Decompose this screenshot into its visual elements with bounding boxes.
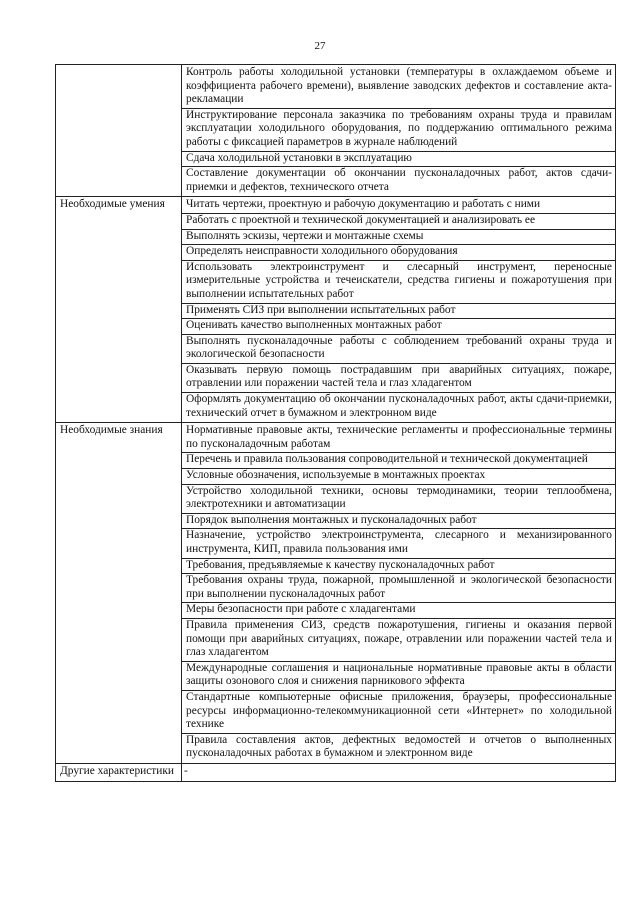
table-row (56, 197, 616, 423)
list-item: Читать чертежи, проектную и рабочую документацию и работать с ними (182, 198, 615, 214)
row-label: Другие характеристики (56, 763, 182, 781)
row-label: Необходимые умения (56, 197, 182, 423)
table-row (56, 763, 616, 781)
list-item: Определять неисправности холодильного оборудования (182, 245, 615, 261)
list-item: Использовать электроинструмент и слесарный инструмент, переносные измерительные устройства и течеискатели, средства гигиены и пожаротушения при выполнении испытательных работ (182, 261, 615, 304)
qualification-table (55, 64, 616, 782)
list-item: Работать с проектной и технической документацией и анализировать ее (182, 214, 615, 230)
list-item: Перечень и правила пользования сопроводительной и технической документацией (182, 453, 615, 469)
row-content (182, 65, 616, 197)
list-item: Стандартные компьютерные офисные приложения, браузеры, профессиональные ресурсы информационно-телекоммуникационной сети «Интернет» по холодильной технике (182, 691, 615, 734)
list-item: Правила составления актов, дефектных ведомостей и отчетов о выполненных пусконаладочных работах в бумажном и электронном виде (186, 733, 612, 760)
list-item: Порядок выполнения монтажных и пусконаладочных работ (182, 514, 615, 530)
table-body (56, 65, 616, 782)
table-row (56, 65, 616, 197)
list-item: Правила применения СИЗ, средств пожаротушения, гигиены и оказания первой помощи при аварийных ситуациях, пожаре, отравлении или поражении частей тела и глаз хладагентом (182, 619, 615, 662)
list-item: - (184, 764, 188, 777)
list-item: Выполнять эскизы, чертежи и монтажные схемы (182, 230, 615, 246)
list-item: Сдача холодильной установки в эксплуатацию (182, 152, 615, 168)
list-item: Условные обозначения, используемые в монтажных проектах (182, 469, 615, 485)
list-item: Оценивать качество выполненных монтажных работ (182, 319, 615, 335)
table-row (56, 423, 616, 764)
row-content (182, 763, 616, 781)
list-item: Меры безопасности при работе с хладагентами (182, 603, 615, 619)
list-item: Международные соглашения и национальные нормативные правовые акты в области защиты озонового слоя и снижения парникового эффекта (182, 662, 615, 691)
list-item: Оказывать первую помощь пострадавшим при аварийных ситуациях, пожаре, отравлении или поражении частей тела и глаз хладагентом (182, 364, 615, 393)
row-label: Необходимые знания (56, 423, 182, 764)
list-item: Назначение, устройство электроинструмента, слесарного и механизированного инструмента, КИП, правила пользования ими (182, 529, 615, 558)
list-item: Применять СИЗ при выполнении испытательных работ (182, 304, 615, 320)
list-item: Выполнять пусконаладочные работы с соблюдением требований охраны труда и экологической безопасности (182, 335, 615, 364)
list-item: Контроль работы холодильной установки (температуры в охлаждаемом объеме и коэффициента рабочего времени), выявление заводских дефектов и составление акта-рекламации (182, 66, 615, 109)
list-item: Требования охраны труда, пожарной, промышленной и экологической безопасности при выполнении пусконаладочных работ (182, 574, 615, 603)
row-content (182, 197, 616, 423)
list-item: Нормативные правовые акты, технические регламенты и профессиональные термины по пусконаладочным работам (182, 424, 615, 453)
list-item: Оформлять документацию об окончании пусконаладочных работ, акты сдачи-приемки, технический отчет в бумажном и электронном виде (186, 393, 612, 419)
list-item: Требования, предъявляемые к качеству пусконаладочных работ (182, 559, 615, 575)
row-content (182, 423, 616, 764)
list-item: Устройство холодильной техники, основы термодинамики, теории теплообмена, электротехники и автоматизации (182, 485, 615, 514)
list-item: Составление документации об окончании пусконаладочных работ, актов сдачи-приемки и дефектов, технического отчета (186, 167, 612, 193)
row-label (56, 65, 182, 197)
list-item: Инструктирование персонала заказчика по требованиям охраны труда и правилам эксплуатации холодильного оборудования, по поддержанию оптимального режима работы с фиксацией параметров в журнале наблюдений (182, 109, 615, 152)
page-number: 27 (314, 40, 326, 52)
